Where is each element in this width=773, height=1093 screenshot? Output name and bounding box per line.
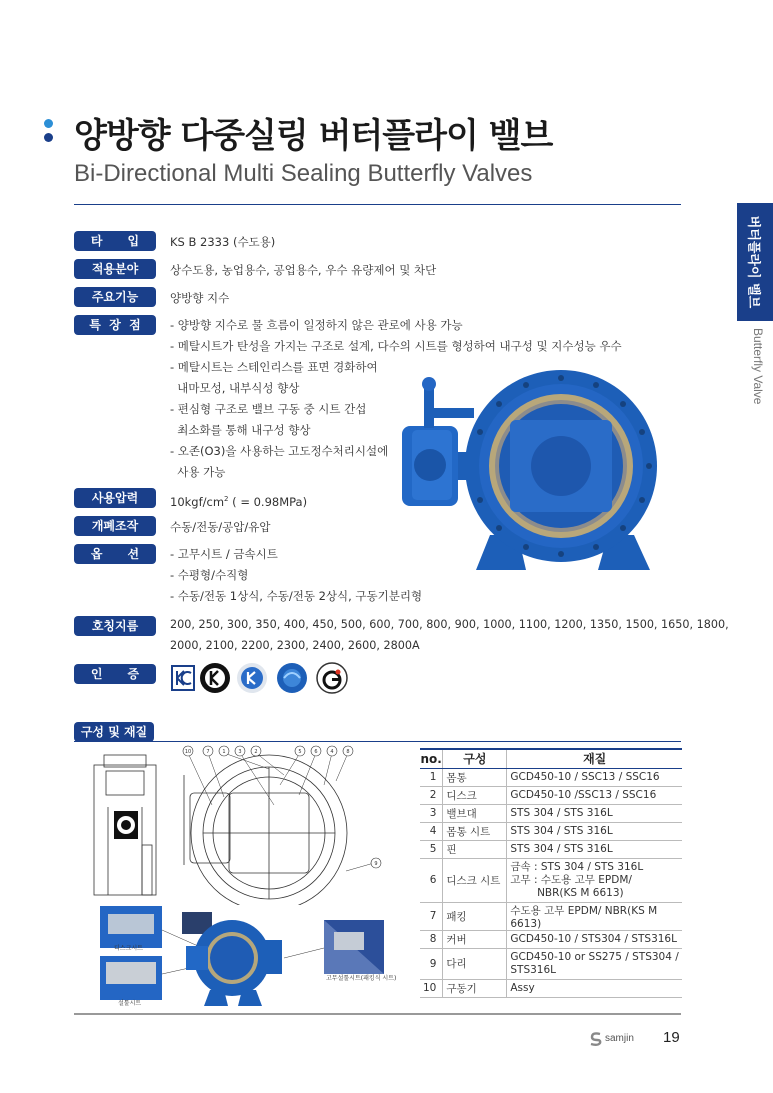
title-bullet-dot bbox=[44, 133, 53, 142]
row-part: 구동기 bbox=[443, 979, 507, 997]
callout-number: 4 bbox=[330, 749, 334, 755]
row-material: STS 304 / STS 316L bbox=[507, 822, 682, 840]
spec-value: $10kgf/cm^2$ ( = 0.98MPa) bbox=[170, 494, 308, 509]
page-number: 19 bbox=[663, 1029, 680, 1046]
table-row bbox=[420, 948, 682, 979]
feature-line: 내마모성, 내부식성 향상 bbox=[170, 381, 300, 395]
photo-caption: 고무설툴시트(패킹식 시트) bbox=[326, 975, 397, 982]
table-row bbox=[420, 902, 682, 930]
row-material: GCD450-10 or SS275 / STS304 / STS316L bbox=[507, 948, 682, 979]
option-line: - 수평형/수직형 bbox=[170, 568, 249, 582]
callout-number: 6 bbox=[314, 749, 318, 755]
feature-line: - 메탈시트가 탄성을 가지는 구조로 설계, 다수의 시트를 형성하여 내구성 및 지수성능 우수 bbox=[170, 339, 622, 353]
row-material: GCD450-10 / SSC13 / SSC16 bbox=[507, 768, 682, 786]
title-bullet-dot bbox=[44, 119, 53, 128]
valve-product-photo bbox=[398, 370, 690, 580]
row-part: 디스크 시트 bbox=[443, 858, 507, 902]
ks-mark-logo bbox=[200, 663, 230, 693]
table-row bbox=[420, 822, 682, 840]
option-line: - 수동/전동 1상식, 수동/전동 2상식, 구동기분리형 bbox=[170, 589, 423, 603]
row-part: 다리 bbox=[443, 948, 507, 979]
row-material: STS 304 / STS 316L bbox=[507, 840, 682, 858]
option-line: - 고무시트 / 금속시트 bbox=[170, 547, 278, 561]
row-part: 밸브대 bbox=[443, 804, 507, 822]
column-header-no: no. bbox=[420, 749, 443, 768]
callout-number: 2 bbox=[254, 749, 258, 755]
size-line: 200, 250, 300, 350, 400, 450, 500, 600, 700, 800, 900, 1000, 1100, 1200, 1350, 1500, 1650, 1800, bbox=[170, 618, 729, 631]
row-part: 패킹 bbox=[443, 902, 507, 930]
good-product-logo bbox=[317, 663, 347, 693]
row-no: 10 bbox=[420, 979, 443, 997]
valve-detail-photos bbox=[98, 906, 390, 1010]
spec-value: 수동/전동/공압/유압 bbox=[170, 520, 271, 534]
feature-line: - 양방향 지수로 물 흐름이 일정하지 않은 관로에 사용 가능 bbox=[170, 318, 463, 332]
bottom-divider bbox=[74, 1013, 681, 1015]
callout-number: 8 bbox=[346, 749, 350, 755]
table-row bbox=[420, 840, 682, 858]
row-no: 4 bbox=[420, 822, 443, 840]
row-part: 핀 bbox=[443, 840, 507, 858]
row-no: 2 bbox=[420, 786, 443, 804]
row-no: 7 bbox=[420, 902, 443, 930]
table-row bbox=[420, 804, 682, 822]
row-no: 9 bbox=[420, 948, 443, 979]
row-part: 디스크 bbox=[443, 786, 507, 804]
green-tech-logo bbox=[277, 663, 307, 693]
k-mark-logo bbox=[237, 663, 267, 693]
callout-number: 1 bbox=[222, 749, 226, 755]
row-material: GCD450-10 / STS304 / STS316L bbox=[507, 930, 682, 948]
side-category-english: Butterfly Valve bbox=[751, 328, 765, 405]
table-row bbox=[420, 930, 682, 948]
feature-line: 최소화를 통해 내구성 향상 bbox=[170, 423, 311, 437]
kc-mark-logo bbox=[172, 666, 194, 690]
column-header-material: 재질 bbox=[507, 749, 682, 768]
row-part: 몸통 시트 bbox=[443, 822, 507, 840]
footer-brand: samjin bbox=[605, 1033, 634, 1044]
row-material: GCD450-10 /SSC13 / SSC16 bbox=[507, 786, 682, 804]
row-no: 1 bbox=[420, 768, 443, 786]
spec-label: 타 입 bbox=[74, 231, 156, 251]
valve-technical-drawing bbox=[84, 745, 390, 905]
material-table bbox=[420, 748, 682, 998]
page-title-english: Bi-Directional Multi Sealing Butterfly Valves bbox=[74, 160, 533, 187]
callout-number: 10 bbox=[184, 749, 192, 755]
feature-line: 사용 가능 bbox=[170, 465, 226, 479]
title-divider bbox=[74, 204, 681, 205]
row-material: Assy bbox=[507, 979, 682, 997]
feature-line: - 오존(O3)을 사용하는 고도정수처리시설에 bbox=[170, 444, 389, 458]
samjin-logo-icon bbox=[588, 1031, 604, 1047]
callout-number: 9 bbox=[374, 861, 378, 867]
spec-label: 인 증 bbox=[74, 664, 156, 684]
row-material: STS 304 / STS 316L bbox=[507, 804, 682, 822]
photo-caption: 디스크시트 bbox=[114, 945, 143, 952]
row-no: 6 bbox=[420, 858, 443, 902]
spec-label: 호칭지름 bbox=[74, 616, 156, 636]
table-header-row bbox=[420, 749, 682, 768]
spec-label: 개폐조작 bbox=[74, 516, 156, 536]
row-part: 몸통 bbox=[443, 768, 507, 786]
spec-label: 특 장 점 bbox=[74, 315, 156, 335]
callout-number: 3 bbox=[238, 749, 242, 755]
row-material: 금속 : STS 304 / STS 316L 고무 : 수도용 고무 EPDM/ NBR(KS M 6613) bbox=[507, 858, 682, 902]
row-part: 커버 bbox=[443, 930, 507, 948]
spec-label: 적용분야 bbox=[74, 259, 156, 279]
row-material: 수도용 고무 EPDM/ NBR(KS M 6613) bbox=[507, 902, 682, 930]
table-row bbox=[420, 786, 682, 804]
size-line: 2000, 2100, 2200, 2300, 2400, 2600, 2800A bbox=[170, 639, 420, 652]
table-row bbox=[420, 768, 682, 786]
callout-number: 5 bbox=[298, 749, 302, 755]
section-title-composition: 구성 및 재질 bbox=[74, 722, 154, 742]
spec-label: 옵 션 bbox=[74, 544, 156, 564]
row-no: 8 bbox=[420, 930, 443, 948]
spec-value: 상수도용, 농업용수, 공업용수, 우수 유량제어 및 차단 bbox=[170, 263, 437, 277]
spec-value: KS B 2333 (수도용) bbox=[170, 235, 276, 249]
table-row bbox=[420, 979, 682, 997]
feature-line: - 편심형 구조로 밸브 구동 중 시트 간섭 bbox=[170, 402, 367, 416]
row-no: 3 bbox=[420, 804, 443, 822]
side-tab-label: 버터플라이 밸브 bbox=[745, 215, 761, 309]
photo-caption: 설툴시트 bbox=[118, 1000, 142, 1007]
certification-logos bbox=[170, 658, 360, 698]
spec-label: 주요기능 bbox=[74, 287, 156, 307]
page-title-korean: 양방향 다중실링 버터플라이 밸브 bbox=[74, 116, 553, 156]
callout-number: 7 bbox=[206, 749, 210, 755]
column-header-part: 구성 bbox=[443, 749, 507, 768]
table-row bbox=[420, 858, 682, 902]
section-divider bbox=[74, 741, 681, 742]
spec-value: 양방향 지수 bbox=[170, 291, 230, 305]
row-no: 5 bbox=[420, 840, 443, 858]
feature-line: - 메탈시트는 스테인리스를 표면 경화하여 bbox=[170, 360, 378, 374]
side-category-tab[interactable] bbox=[737, 203, 773, 321]
spec-label: 사용압력 bbox=[74, 488, 156, 508]
